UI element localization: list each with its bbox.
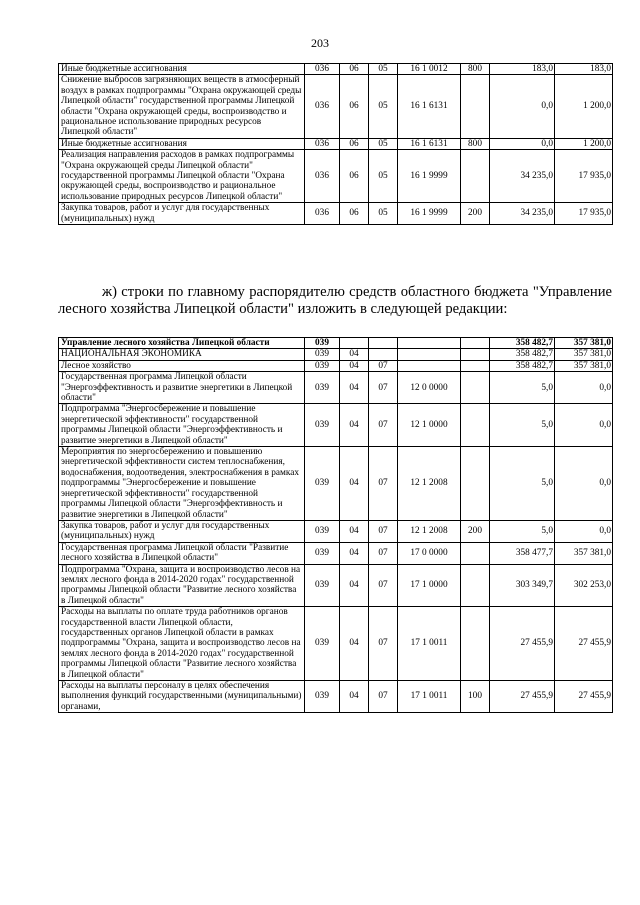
target-item-code: 16 1 6131 xyxy=(398,75,461,138)
row-description: Государственная программа Липецкой области "Развитие лесного хозяйства в Липецкой области" xyxy=(59,542,305,564)
section-code: 04 xyxy=(340,542,369,564)
expense-type-code xyxy=(461,542,490,564)
row-description: Закупка товаров, работ и услуг для государственных (муниципальных) нужд xyxy=(59,203,305,225)
target-item-code: 12 0 0000 xyxy=(398,372,461,404)
amount-year-2: 0,0 xyxy=(555,447,613,521)
section-code xyxy=(340,338,369,349)
amount-year-2: 0,0 xyxy=(555,404,613,447)
ministry-code: 039 xyxy=(305,542,340,564)
amount-year-1: 0,0 xyxy=(490,75,555,138)
target-item-code: 17 0 0000 xyxy=(398,542,461,564)
table-row xyxy=(59,64,613,75)
ministry-code: 039 xyxy=(305,360,340,371)
amount-year-2: 27 455,9 xyxy=(555,607,613,681)
subsection-code: 07 xyxy=(369,564,398,607)
target-item-code: 17 1 0000 xyxy=(398,564,461,607)
section-code: 04 xyxy=(340,372,369,404)
section-code: 04 xyxy=(340,360,369,371)
amount-year-2: 183,0 xyxy=(555,64,613,75)
section-code: 06 xyxy=(340,203,369,225)
section-code: 04 xyxy=(340,681,369,713)
subsection-code: 07 xyxy=(369,447,398,521)
subsection-code xyxy=(369,349,398,360)
amount-year-1: 27 455,9 xyxy=(490,681,555,713)
row-description: Иные бюджетные ассигнования xyxy=(59,64,305,75)
subsection-code: 07 xyxy=(369,404,398,447)
table-row xyxy=(59,542,613,564)
target-item-code: 16 1 0012 xyxy=(398,64,461,75)
section-code: 04 xyxy=(340,404,369,447)
amount-year-1: 303 349,7 xyxy=(490,564,555,607)
table-row xyxy=(59,447,613,521)
subsection-code: 05 xyxy=(369,75,398,138)
section-code: 06 xyxy=(340,64,369,75)
row-description: Государственная программа Липецкой области "Энергоэффективность и развитие энергетики в Липецкой области" xyxy=(59,372,305,404)
ministry-code: 039 xyxy=(305,564,340,607)
amount-year-2: 357 381,0 xyxy=(555,542,613,564)
target-item-code: 16 1 6131 xyxy=(398,138,461,149)
expense-type-code xyxy=(461,607,490,681)
row-description: Подпрограмма "Охрана, защита и воспроизводство лесов на землях лесного фонда в 2014-2020 годах" государственной программы Липецкой области "Развитие лесного хозяйства в Липецкой области" xyxy=(59,564,305,607)
table-row xyxy=(59,349,613,360)
target-item-code xyxy=(398,338,461,349)
row-description: Мероприятия по энергосбережению и повышению энергетической эффективности систем теплоснабжения, водоснабжения, водоотведения, электроснабжения в рамках подпрограммы "Энергосбережение и повышение энергетической эффективности" государственной программы Липецкой области "Энергоэффективность и развитие энергетики в Липецкой области" xyxy=(59,447,305,521)
section-code: 04 xyxy=(340,520,369,542)
ministry-code: 039 xyxy=(305,349,340,360)
row-description: Иные бюджетные ассигнования xyxy=(59,138,305,149)
subsection-code: 05 xyxy=(369,150,398,203)
amount-year-2: 17 935,0 xyxy=(555,150,613,203)
expense-type-code xyxy=(461,372,490,404)
amount-year-1: 358 482,7 xyxy=(490,338,555,349)
table-row xyxy=(59,338,613,349)
amount-year-1: 5,0 xyxy=(490,447,555,521)
ministry-code: 036 xyxy=(305,150,340,203)
amount-year-1: 358 477,7 xyxy=(490,542,555,564)
amount-year-1: 27 455,9 xyxy=(490,607,555,681)
row-description: Закупка товаров, работ и услуг для государственных (муниципальных) нужд xyxy=(59,520,305,542)
ministry-code: 036 xyxy=(305,64,340,75)
table-row xyxy=(59,372,613,404)
row-description: Расходы на выплаты по оплате труда работников органов государственной власти Липецкой области, государственных органов Липецкой области в рамках подпрограммы "Охрана, защита и воспроизводство лесов на землях лесного фонда в 2014-2020 годах" государственной программы Липецкой области "Развитие лесного хозяйства в Липецкой области" xyxy=(59,607,305,681)
subsection-code: 07 xyxy=(369,542,398,564)
amount-year-2: 357 381,0 xyxy=(555,338,613,349)
subsection-code xyxy=(369,338,398,349)
ministry-code: 039 xyxy=(305,372,340,404)
section-code: 04 xyxy=(340,564,369,607)
expense-type-code xyxy=(461,349,490,360)
section-code: 04 xyxy=(340,607,369,681)
amount-year-2: 27 455,9 xyxy=(555,681,613,713)
target-item-code: 16 1 9999 xyxy=(398,203,461,225)
amount-year-1: 183,0 xyxy=(490,64,555,75)
target-item-code: 12 1 2008 xyxy=(398,520,461,542)
ministry-code: 039 xyxy=(305,338,340,349)
amount-year-2: 357 381,0 xyxy=(555,349,613,360)
subsection-code: 05 xyxy=(369,64,398,75)
expense-type-code xyxy=(461,404,490,447)
target-item-code: 16 1 9999 xyxy=(398,150,461,203)
amount-year-1: 5,0 xyxy=(490,372,555,404)
expense-type-code: 800 xyxy=(461,138,490,149)
ministry-code: 039 xyxy=(305,681,340,713)
table-row xyxy=(59,138,613,149)
amount-year-1: 5,0 xyxy=(490,404,555,447)
row-description: Лесное хозяйство xyxy=(59,360,305,371)
table-row xyxy=(59,203,613,225)
amount-year-2: 302 253,0 xyxy=(555,564,613,607)
section-code: 06 xyxy=(340,138,369,149)
table-row xyxy=(59,520,613,542)
section-code: 04 xyxy=(340,447,369,521)
amount-year-2: 1 200,0 xyxy=(555,75,613,138)
table-row xyxy=(59,404,613,447)
subsection-code: 07 xyxy=(369,520,398,542)
ministry-code: 039 xyxy=(305,607,340,681)
amount-year-1: 5,0 xyxy=(490,520,555,542)
ministry-code: 036 xyxy=(305,75,340,138)
ministry-code: 039 xyxy=(305,447,340,521)
expense-type-code xyxy=(461,75,490,138)
ministry-code: 036 xyxy=(305,203,340,225)
expense-type-code xyxy=(461,150,490,203)
amount-year-2: 0,0 xyxy=(555,520,613,542)
section-code: 06 xyxy=(340,150,369,203)
amount-year-1: 358 482,7 xyxy=(490,360,555,371)
budget-table-top xyxy=(58,63,613,225)
amount-year-2: 0,0 xyxy=(555,372,613,404)
amount-year-1: 358 482,7 xyxy=(490,349,555,360)
page-number: 203 xyxy=(311,36,329,50)
expense-type-code xyxy=(461,360,490,371)
amount-year-1: 34 235,0 xyxy=(490,203,555,225)
target-item-code: 12 1 2008 xyxy=(398,447,461,521)
row-description: Реализация направления расходов в рамках подпрограммы "Охрана окружающей среды Липецкой области" государственной программы Липецкой области "Охрана окружающей среды, воспроизводство и рациональное использование природных ресурсов Липецкой области" xyxy=(59,150,305,203)
budget-table-bottom xyxy=(58,337,613,713)
ministry-code: 039 xyxy=(305,520,340,542)
amendment-text: ж) строки по главному распорядителю средств областного бюджета "Управление лесного хозяйства Липецкой области" изложить в следующей редакции: xyxy=(58,284,612,317)
amount-year-1: 34 235,0 xyxy=(490,150,555,203)
row-description: Расходы на выплаты персоналу в целях обеспечения выполнения функций государственными (муниципальными) органами, xyxy=(59,681,305,713)
amendment-paragraph xyxy=(58,284,612,318)
target-item-code: 17 1 0011 xyxy=(398,681,461,713)
subsection-code: 05 xyxy=(369,138,398,149)
expense-type-code: 200 xyxy=(461,203,490,225)
table-row xyxy=(59,75,613,138)
target-item-code xyxy=(398,360,461,371)
ministry-code: 036 xyxy=(305,138,340,149)
amount-year-2: 17 935,0 xyxy=(555,203,613,225)
row-description: Снижение выбросов загрязняющих веществ в атмосферный воздух в рамках подпрограммы "Охрана окружающей среды Липецкой области" государственной программы Липецкой области "Охрана окружающей среды, воспроизводство и рациональное использование природных ресурсов Липецкой области" xyxy=(59,75,305,138)
section-code: 04 xyxy=(340,349,369,360)
subsection-code: 05 xyxy=(369,203,398,225)
row-description: НАЦИОНАЛЬНАЯ ЭКОНОМИКА xyxy=(59,349,305,360)
expense-type-code xyxy=(461,447,490,521)
subsection-code: 07 xyxy=(369,681,398,713)
subsection-code: 07 xyxy=(369,372,398,404)
ministry-code: 039 xyxy=(305,404,340,447)
amount-year-2: 357 381,0 xyxy=(555,360,613,371)
amount-year-2: 1 200,0 xyxy=(555,138,613,149)
expense-type-code xyxy=(461,564,490,607)
expense-type-code xyxy=(461,338,490,349)
target-item-code xyxy=(398,349,461,360)
table-row xyxy=(59,681,613,713)
row-description: Управление лесного хозяйства Липецкой области xyxy=(59,338,305,349)
row-description: Подпрограмма "Энергосбережение и повышение энергетической эффективности" государственной программы Липецкой области "Энергоэффективность и развитие энергетики в Липецкой области" xyxy=(59,404,305,447)
table-row xyxy=(59,607,613,681)
target-item-code: 17 1 0011 xyxy=(398,607,461,681)
subsection-code: 07 xyxy=(369,360,398,371)
table-row xyxy=(59,150,613,203)
amount-year-1: 0,0 xyxy=(490,138,555,149)
section-code: 06 xyxy=(340,75,369,138)
table-row xyxy=(59,360,613,371)
table-row xyxy=(59,564,613,607)
target-item-code: 12 1 0000 xyxy=(398,404,461,447)
expense-type-code: 200 xyxy=(461,520,490,542)
expense-type-code: 800 xyxy=(461,64,490,75)
expense-type-code: 100 xyxy=(461,681,490,713)
subsection-code: 07 xyxy=(369,607,398,681)
